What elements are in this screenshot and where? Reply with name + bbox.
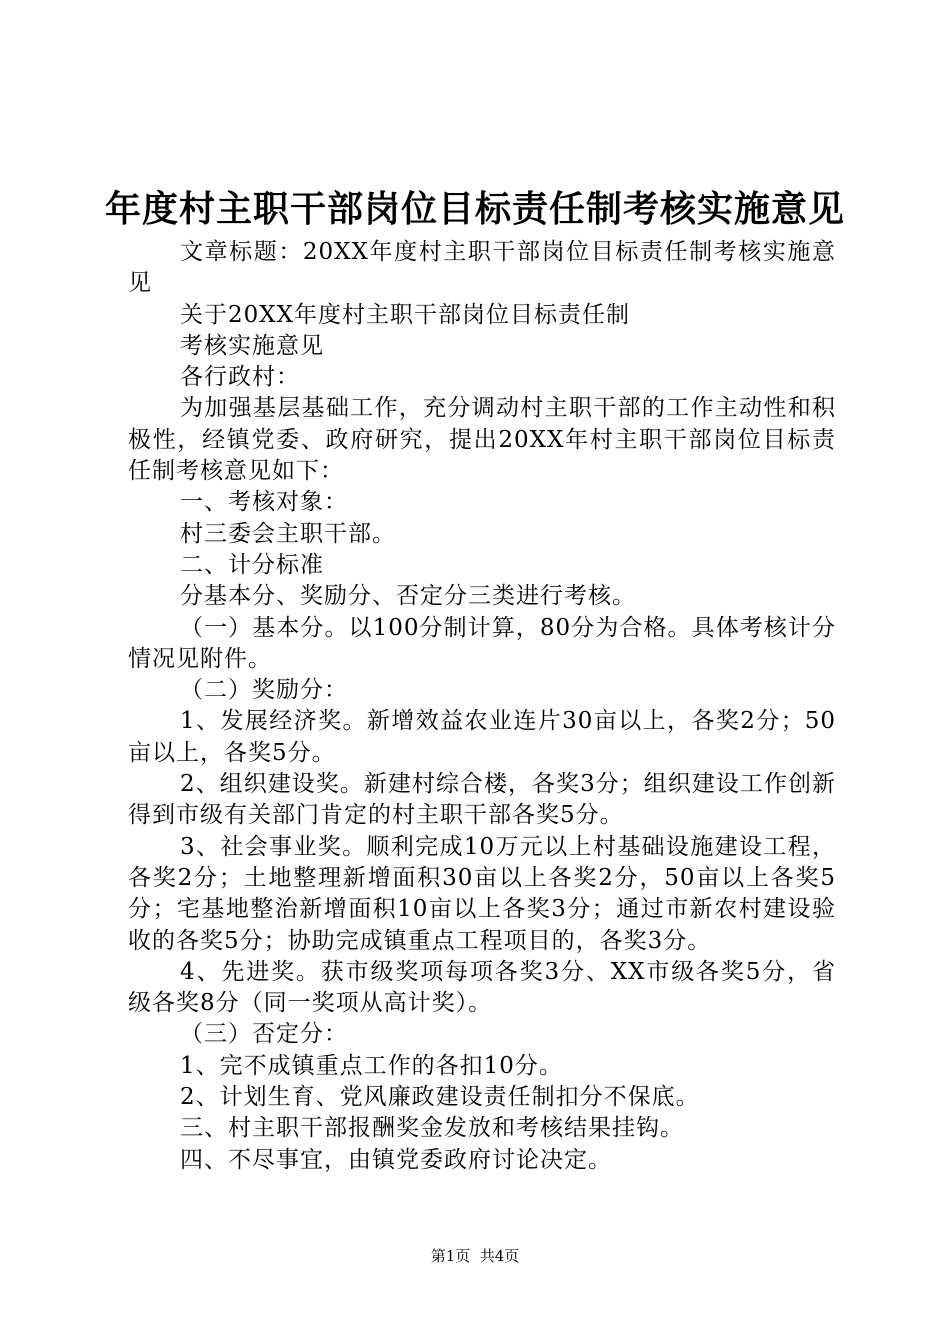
paragraph-reward-item: 4、先进奖。获市级奖项每项各奖3分、XX市级各奖5分，省级各奖8分（同一奖项从高计奖）。 xyxy=(128,958,836,1017)
paragraph-reward-item: 2、组织建设奖。新建村综合楼，各奖3分；组织建设工作创新得到市级有关部门肯定的村主职干部各奖5分。 xyxy=(128,771,836,829)
page-number-footer: 第1页 共4页 xyxy=(430,1247,520,1265)
paragraph-reward-score: （二）奖励分： xyxy=(180,677,348,704)
paragraph-section-3: 三、村主职干部报酬奖金发放和考核结果挂钩。 xyxy=(180,1115,684,1142)
paragraph-section-2: 二、计分标准 xyxy=(180,551,324,578)
document-title: 年度村主职干部岗位目标责任制考核实施意见 xyxy=(104,188,845,230)
paragraph-reward-item: 3、社会事业奖。顺利完成10万元以上村基础设施建设工程，各奖2分；土地整理新增面积30亩以上各奖2分，50亩以上各奖5分；宅基地整治新增面积10亩以上各奖3分；通过市新农村建设验收的各奖5分；协助完成镇重点工程项目的，各奖3分。 xyxy=(128,833,836,954)
paragraph-negative-item: 2、计划生育、党风廉政建设责任制扣分不保底。 xyxy=(180,1084,700,1111)
paragraph-reward-item: 1、发展经济奖。新增效益农业连片30亩以上，各奖2分；50亩以上，各奖5分。 xyxy=(128,708,836,766)
paragraph-negative-item: 1、完不成镇重点工作的各扣10分。 xyxy=(180,1052,563,1079)
paragraph-section-4: 四、不尽事宜，由镇党委政府讨论决定。 xyxy=(180,1146,612,1173)
paragraph-salutation: 各行政村： xyxy=(180,364,300,391)
paragraph: 村三委会主职干部。 xyxy=(180,520,396,547)
paragraph-basic-score: （一）基本分。以100分制计算，80分为合格。具体考核计分情况见附件。 xyxy=(128,614,836,672)
paragraph-section-1: 一、考核对象： xyxy=(180,489,348,516)
paragraph-heading-line-2: 考核实施意见 xyxy=(180,332,324,359)
paragraph-heading-line-1: 关于20XX年度村主职干部岗位目标责任制 xyxy=(180,301,631,328)
paragraph-negative-score: （三）否定分： xyxy=(180,1021,348,1048)
paragraph-intro: 为加强基层基础工作，充分调动村主职干部的工作主动性和积极性，经镇党委、政府研究，提出20XX年村主职干部岗位目标责任制考核意见如下： xyxy=(128,395,836,485)
document-body xyxy=(128,237,836,1176)
paragraph-article-title: 文章标题：20XX年度村主职干部岗位目标责任制考核实施意见 xyxy=(128,239,836,297)
paragraph: 分基本分、奖励分、否定分三类进行考核。 xyxy=(180,583,636,610)
